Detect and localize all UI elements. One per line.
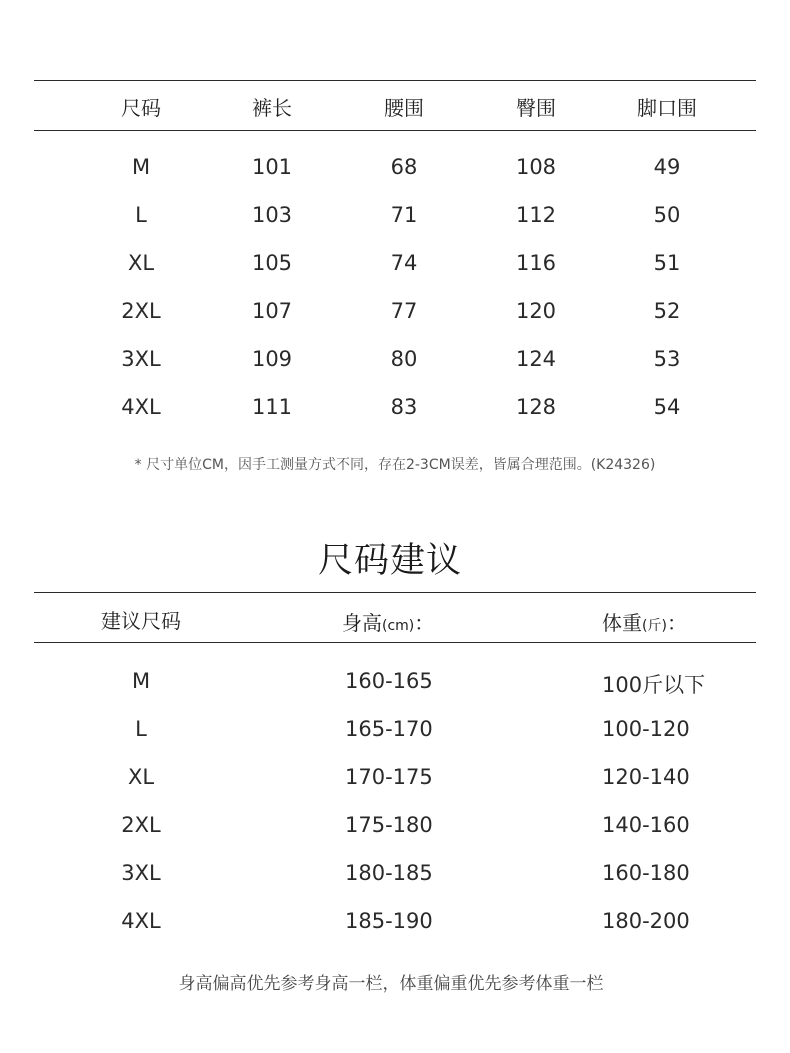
recommend-title: 尺码建议 [317,541,463,581]
size-cell-hem: 53 [653,347,681,371]
size-cell-length: 103 [251,203,293,227]
recommend-cell-height: 185-190 [345,909,433,933]
size-cell-hip: 128 [515,395,557,419]
size-header-waist: 腰围 [384,96,424,120]
recommend-cell-size: 4XL [121,909,161,933]
recommend-cell-weight: 140-160 [602,813,690,837]
size-cell-waist: 68 [390,155,418,179]
recommend-cell-size: L [135,717,147,741]
size-cell-waist: 77 [390,299,418,323]
size-cell-size: 3XL [121,347,161,371]
recommend-top-rule [34,592,756,593]
size-header-length: 裤长 [252,96,292,120]
size-cell-length: 107 [251,299,293,323]
recommend-cell-size: 3XL [121,861,161,885]
recommend-footer-note: 身高偏高优先参考身高一栏，体重偏重优先参考体重一栏 [178,974,604,994]
recommend-cell-height: 165-170 [345,717,433,741]
recommend-cell-weight: 160-180 [602,861,690,885]
size-cell-length: 101 [251,155,293,179]
recommend-cell-size: 2XL [121,813,161,837]
recommend-cell-height: 175-180 [345,813,433,837]
recommend-header-rule [34,642,756,643]
size-header-hem: 脚口围 [637,96,697,120]
size-cell-hem: 51 [653,251,681,275]
size-table-header-rule [34,130,756,131]
size-cell-hip: 124 [515,347,557,371]
size-cell-hem: 52 [653,299,681,323]
size-cell-hip: 116 [515,251,557,275]
recommend-header-weight-unit: (斤) [642,618,667,634]
size-cell-hip: 120 [515,299,557,323]
size-table-top-rule [34,80,756,81]
size-header-size: 尺码 [121,96,161,120]
size-cell-length: 109 [251,347,293,371]
size-cell-hem: 50 [653,203,681,227]
size-cell-hip: 108 [515,155,557,179]
size-cell-length: 111 [251,395,293,419]
recommend-cell-size: XL [127,765,155,789]
recommend-header-size: 建议尺码 [101,609,181,633]
recommend-header-weight-colon: ： [666,611,687,635]
size-cell-size: M [131,155,151,179]
recommend-cell-weight: 120-140 [602,765,690,789]
size-cell-hip: 112 [515,203,557,227]
recommend-header-height-unit: (cm) [382,618,415,634]
recommend-cell-size: M [131,669,151,693]
size-cell-hem: 54 [653,395,681,419]
recommend-header-weight-label: 体重 [602,611,642,635]
recommend-cell-weight: 100斤以下 [602,673,706,697]
size-cell-size: XL [127,251,155,275]
recommend-cell-height: 160-165 [345,669,433,693]
recommend-cell-height: 180-185 [345,861,433,885]
size-table-note: * 尺寸单位CM，因手工测量方式不同，存在2-3CM误差，皆属合理范围。(K24326) [134,457,656,473]
recommend-cell-height: 170-175 [345,765,433,789]
size-cell-waist: 80 [390,347,418,371]
recommend-cell-weight: 100-120 [602,717,690,741]
recommend-header-height [342,607,434,636]
size-cell-waist: 71 [390,203,418,227]
size-header-hip: 臀围 [516,96,556,120]
size-cell-size: L [135,203,147,227]
size-cell-size: 2XL [121,299,161,323]
size-cell-waist: 74 [390,251,418,275]
size-cell-waist: 83 [390,395,418,419]
size-cell-hem: 49 [653,155,681,179]
recommend-cell-weight: 180-200 [602,909,690,933]
size-cell-size: 4XL [121,395,161,419]
recommend-header-height-colon: ： [414,611,435,635]
recommend-header-weight [602,607,687,636]
recommend-header-height-label: 身高 [342,611,382,635]
size-cell-length: 105 [251,251,293,275]
